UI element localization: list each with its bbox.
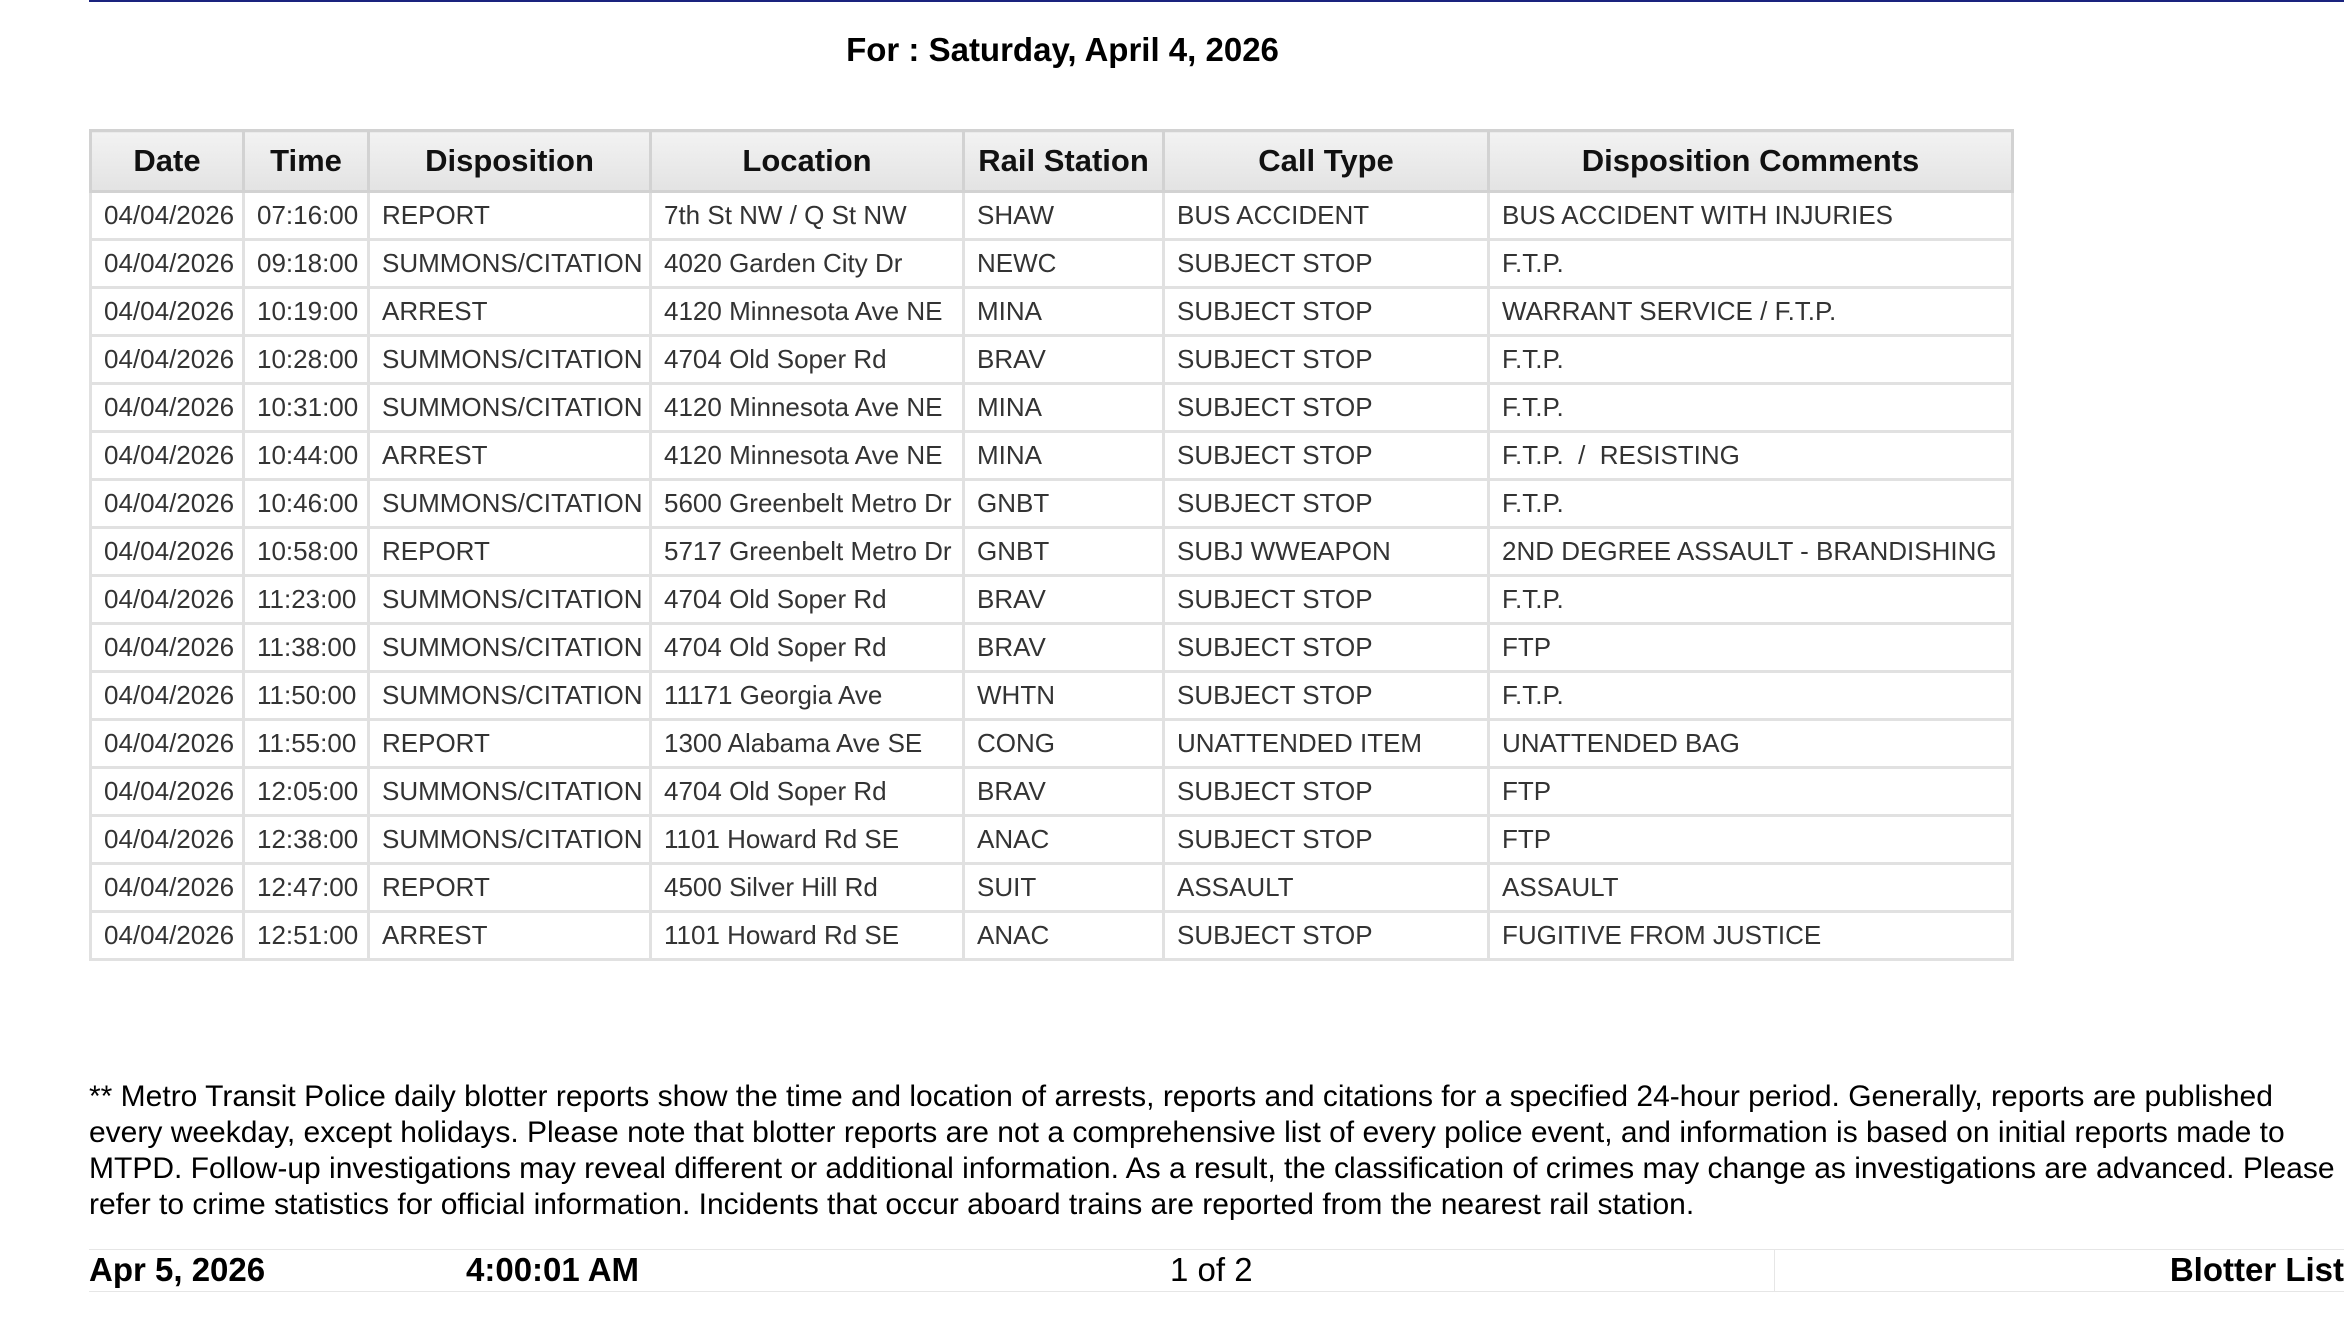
table-row bbox=[91, 288, 2013, 336]
cell-date: 04/04/2026 bbox=[91, 432, 244, 480]
column-header-time: Time bbox=[244, 131, 369, 192]
cell-disposition-comments: F.T.P. bbox=[1489, 240, 2013, 288]
cell-disposition-comments: FTP bbox=[1489, 816, 2013, 864]
cell-time: 09:18:00 bbox=[244, 240, 369, 288]
cell-disposition: REPORT bbox=[369, 192, 651, 240]
cell-rail-station: NEWC bbox=[964, 240, 1164, 288]
cell-disposition: SUMMONS/CITATION bbox=[369, 576, 651, 624]
table-row bbox=[91, 192, 2013, 240]
cell-time: 10:28:00 bbox=[244, 336, 369, 384]
cell-rail-station: ANAC bbox=[964, 816, 1164, 864]
cell-time: 10:19:00 bbox=[244, 288, 369, 336]
cell-disposition-comments: 2ND DEGREE ASSAULT - BRANDISHING bbox=[1489, 528, 2013, 576]
cell-rail-station: SUIT bbox=[964, 864, 1164, 912]
cell-location: 11171 Georgia Ave bbox=[651, 672, 964, 720]
cell-location: 4120 Minnesota Ave NE bbox=[651, 384, 964, 432]
cell-call-type: BUS ACCIDENT bbox=[1164, 192, 1489, 240]
cell-location: 4704 Old Soper Rd bbox=[651, 624, 964, 672]
cell-disposition: ARREST bbox=[369, 288, 651, 336]
cell-call-type: SUBJECT STOP bbox=[1164, 480, 1489, 528]
cell-date: 04/04/2026 bbox=[91, 288, 244, 336]
table-row bbox=[91, 624, 2013, 672]
cell-rail-station: BRAV bbox=[964, 336, 1164, 384]
cell-disposition: SUMMONS/CITATION bbox=[369, 768, 651, 816]
cell-disposition-comments: F.T.P. bbox=[1489, 384, 2013, 432]
cell-disposition-comments: UNATTENDED BAG bbox=[1489, 720, 2013, 768]
table-row bbox=[91, 816, 2013, 864]
cell-disposition: ARREST bbox=[369, 912, 651, 960]
cell-date: 04/04/2026 bbox=[91, 720, 244, 768]
footer-separator bbox=[1774, 1249, 1775, 1292]
cell-rail-station: MINA bbox=[964, 432, 1164, 480]
cell-location: 7th St NW / Q St NW bbox=[651, 192, 964, 240]
table-row bbox=[91, 576, 2013, 624]
table-row bbox=[91, 336, 2013, 384]
cell-call-type: SUBJECT STOP bbox=[1164, 384, 1489, 432]
cell-date: 04/04/2026 bbox=[91, 240, 244, 288]
cell-location: 1101 Howard Rd SE bbox=[651, 816, 964, 864]
cell-location: 5717 Greenbelt Metro Dr bbox=[651, 528, 964, 576]
cell-call-type: SUBJECT STOP bbox=[1164, 768, 1489, 816]
cell-rail-station: WHTN bbox=[964, 672, 1164, 720]
cell-location: 1300 Alabama Ave SE bbox=[651, 720, 964, 768]
cell-time: 10:46:00 bbox=[244, 480, 369, 528]
cell-disposition: SUMMONS/CITATION bbox=[369, 384, 651, 432]
cell-call-type: ASSAULT bbox=[1164, 864, 1489, 912]
cell-call-type: SUBJECT STOP bbox=[1164, 288, 1489, 336]
column-header-call-type: Call Type bbox=[1164, 131, 1489, 192]
cell-date: 04/04/2026 bbox=[91, 528, 244, 576]
column-header-date: Date bbox=[91, 131, 244, 192]
cell-date: 04/04/2026 bbox=[91, 480, 244, 528]
cell-date: 04/04/2026 bbox=[91, 576, 244, 624]
cell-call-type: SUBJECT STOP bbox=[1164, 240, 1489, 288]
cell-date: 04/04/2026 bbox=[91, 912, 244, 960]
cell-location: 4020 Garden City Dr bbox=[651, 240, 964, 288]
cell-time: 07:16:00 bbox=[244, 192, 369, 240]
cell-time: 11:55:00 bbox=[244, 720, 369, 768]
cell-time: 12:05:00 bbox=[244, 768, 369, 816]
cell-location: 4500 Silver Hill Rd bbox=[651, 864, 964, 912]
cell-time: 12:47:00 bbox=[244, 864, 369, 912]
cell-disposition: ARREST bbox=[369, 432, 651, 480]
table-row bbox=[91, 240, 2013, 288]
cell-time: 11:38:00 bbox=[244, 624, 369, 672]
cell-disposition: REPORT bbox=[369, 720, 651, 768]
cell-call-type: SUBJECT STOP bbox=[1164, 816, 1489, 864]
cell-time: 10:31:00 bbox=[244, 384, 369, 432]
cell-date: 04/04/2026 bbox=[91, 384, 244, 432]
disclaimer-footnote: ** Metro Transit Police daily blotter reports show the time and location of arrests, reports and citations for a specified 24-hour period. Generally, reports are published every weekday, except holidays. Please note that blotter reports are not a comprehensive list of every police event, and information is based on initial reports made to MTPD. Follow-up investigations may reveal different or additional information. As a result, the classification of crimes may change as investigations are advanced. Please refer to crime statistics for official information. Incidents that occur aboard trains are reported from the nearest rail station. bbox=[89, 1080, 2335, 1221]
cell-disposition-comments: FTP bbox=[1489, 768, 2013, 816]
cell-disposition-comments: FUGITIVE FROM JUSTICE bbox=[1489, 912, 2013, 960]
cell-date: 04/04/2026 bbox=[91, 864, 244, 912]
cell-call-type: SUBJECT STOP bbox=[1164, 432, 1489, 480]
cell-call-type: SUBJECT STOP bbox=[1164, 624, 1489, 672]
cell-date: 04/04/2026 bbox=[91, 624, 244, 672]
cell-date: 04/04/2026 bbox=[91, 192, 244, 240]
cell-call-type: SUBJECT STOP bbox=[1164, 672, 1489, 720]
report-title: For : Saturday, April 4, 2026 bbox=[846, 31, 1279, 68]
cell-disposition: SUMMONS/CITATION bbox=[369, 336, 651, 384]
cell-disposition: SUMMONS/CITATION bbox=[369, 624, 651, 672]
cell-time: 10:44:00 bbox=[244, 432, 369, 480]
cell-disposition-comments: ASSAULT bbox=[1489, 864, 2013, 912]
cell-time: 12:51:00 bbox=[244, 912, 369, 960]
cell-rail-station: MINA bbox=[964, 384, 1164, 432]
top-rule bbox=[89, 0, 2344, 2]
cell-disposition-comments: WARRANT SERVICE / F.T.P. bbox=[1489, 288, 2013, 336]
footer-print-date: Apr 5, 2026 bbox=[89, 1251, 266, 1288]
cell-rail-station: GNBT bbox=[964, 480, 1164, 528]
cell-call-type: SUBJ WWEAPON bbox=[1164, 528, 1489, 576]
table-row bbox=[91, 528, 2013, 576]
cell-time: 11:23:00 bbox=[244, 576, 369, 624]
cell-rail-station: BRAV bbox=[964, 624, 1164, 672]
table-row bbox=[91, 480, 2013, 528]
table-row bbox=[91, 384, 2013, 432]
cell-rail-station: SHAW bbox=[964, 192, 1164, 240]
table-body bbox=[91, 192, 2013, 960]
cell-rail-station: MINA bbox=[964, 288, 1164, 336]
cell-rail-station: CONG bbox=[964, 720, 1164, 768]
cell-disposition: REPORT bbox=[369, 528, 651, 576]
table-row bbox=[91, 432, 2013, 480]
cell-disposition: SUMMONS/CITATION bbox=[369, 240, 651, 288]
cell-disposition-comments: F.T.P. bbox=[1489, 576, 2013, 624]
table-row bbox=[91, 912, 2013, 960]
cell-date: 04/04/2026 bbox=[91, 672, 244, 720]
column-header-location: Location bbox=[651, 131, 964, 192]
cell-call-type: SUBJECT STOP bbox=[1164, 576, 1489, 624]
cell-location: 4704 Old Soper Rd bbox=[651, 768, 964, 816]
cell-time: 12:38:00 bbox=[244, 816, 369, 864]
cell-disposition: REPORT bbox=[369, 864, 651, 912]
table-row bbox=[91, 768, 2013, 816]
cell-disposition: SUMMONS/CITATION bbox=[369, 480, 651, 528]
cell-call-type: UNATTENDED ITEM bbox=[1164, 720, 1489, 768]
cell-location: 5600 Greenbelt Metro Dr bbox=[651, 480, 964, 528]
cell-rail-station: ANAC bbox=[964, 912, 1164, 960]
table-row bbox=[91, 672, 2013, 720]
cell-disposition: SUMMONS/CITATION bbox=[369, 816, 651, 864]
cell-disposition-comments: F.T.P. bbox=[1489, 336, 2013, 384]
cell-date: 04/04/2026 bbox=[91, 768, 244, 816]
cell-disposition-comments: FTP bbox=[1489, 624, 2013, 672]
cell-location: 4120 Minnesota Ave NE bbox=[651, 432, 964, 480]
cell-disposition-comments: F.T.P. bbox=[1489, 672, 2013, 720]
footer-report-name: Blotter List bbox=[2169, 1251, 2344, 1288]
cell-disposition: SUMMONS/CITATION bbox=[369, 672, 651, 720]
cell-location: 4704 Old Soper Rd bbox=[651, 336, 964, 384]
blotter-table bbox=[89, 129, 2014, 961]
cell-date: 04/04/2026 bbox=[91, 336, 244, 384]
cell-location: 1101 Howard Rd SE bbox=[651, 912, 964, 960]
cell-call-type: SUBJECT STOP bbox=[1164, 912, 1489, 960]
table-row bbox=[91, 864, 2013, 912]
cell-rail-station: BRAV bbox=[964, 576, 1164, 624]
cell-date: 04/04/2026 bbox=[91, 816, 244, 864]
cell-disposition-comments: F.T.P. / RESISTING bbox=[1489, 432, 2013, 480]
cell-location: 4704 Old Soper Rd bbox=[651, 576, 964, 624]
column-header-disposition: Disposition bbox=[369, 131, 651, 192]
cell-rail-station: BRAV bbox=[964, 768, 1164, 816]
table-row bbox=[91, 720, 2013, 768]
cell-disposition-comments: F.T.P. bbox=[1489, 480, 2013, 528]
cell-time: 11:50:00 bbox=[244, 672, 369, 720]
cell-call-type: SUBJECT STOP bbox=[1164, 336, 1489, 384]
table-header-row bbox=[91, 131, 2013, 192]
cell-location: 4120 Minnesota Ave NE bbox=[651, 288, 964, 336]
cell-rail-station: GNBT bbox=[964, 528, 1164, 576]
footer-page-number: 1 of 2 bbox=[1170, 1251, 1253, 1288]
footer-print-time: 4:00:01 AM bbox=[466, 1251, 640, 1288]
cell-disposition-comments: BUS ACCIDENT WITH INJURIES bbox=[1489, 192, 2013, 240]
column-header-rail-station: Rail Station bbox=[964, 131, 1164, 192]
column-header-disposition-comments: Disposition Comments bbox=[1489, 131, 2013, 192]
cell-time: 10:58:00 bbox=[244, 528, 369, 576]
